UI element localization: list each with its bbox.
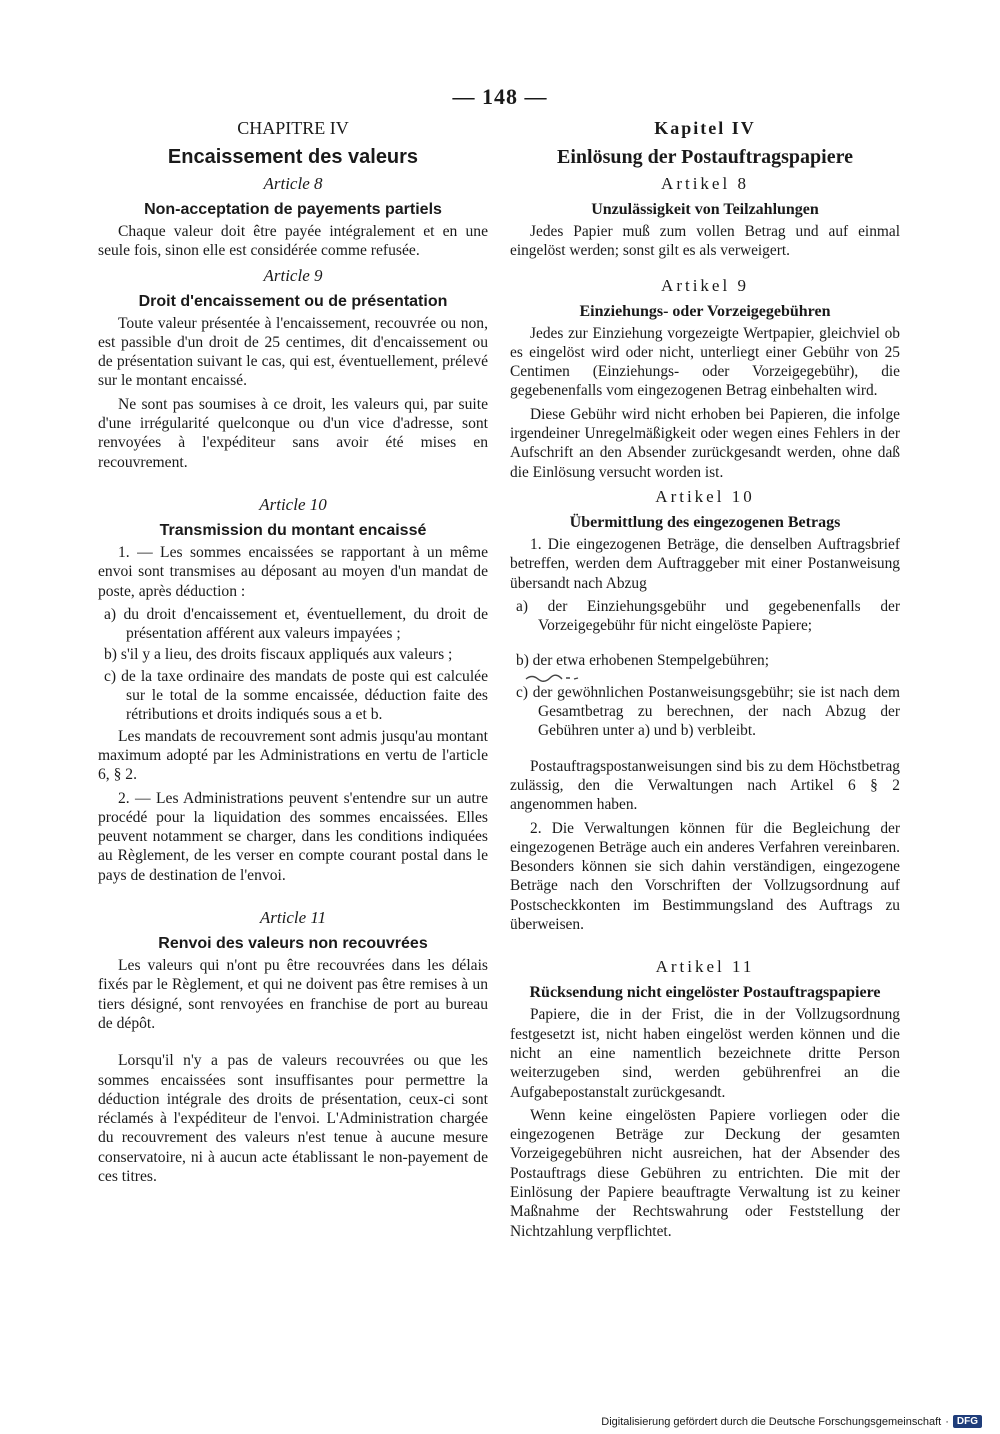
chapter-heading: CHAPITRE IV	[237, 118, 349, 138]
ink-smudge	[524, 673, 584, 683]
list-item: a) der Einziehungsgebühr und gegebenenfalls der Vorzeigegebühr für nicht eingelöste Papiere;	[516, 597, 900, 635]
separator-dot: ·	[945, 1415, 949, 1428]
footer-text: Digitalisierung gefördert durch die Deutsche Forschungsgemeinschaft	[601, 1415, 942, 1428]
paragraph: Jedes zur Einziehung vorgezeigte Wertpapier, gleichviel ob es eingelöst wird oder nicht, unterliegt einer Gebühr von 25 Centimen (Einziehungs- oder Vorzeigegebühr), die gegebenenfalls vom eingezogenen Betrag einbehalten wird.	[510, 324, 900, 400]
article-label: Artikel 9	[661, 275, 749, 295]
paragraph: 1. Die eingezogenen Beträge, die denselben Auftragsbrief betreffen, werden dem Auftraggeber mit einer Postanweisung übersandt nach Abzug	[510, 535, 900, 592]
article-heading: Übermittlung des eingezogenen Betrags	[569, 513, 841, 531]
paragraph: Jedes Papier muß zum vollen Betrag und auf einmal eingelöst werden; sonst gilt es als verweigert.	[510, 223, 900, 260]
dfg-logo: DFG	[953, 1415, 982, 1428]
paragraph: 2. — Les Administrations peuvent s'entendre sur un autre procédé pour la liquidation des sommes encaissées. Elles peuvent notamment se charger, dans les conditions indiquées au Règlement, de les verser en compte courant postal dans le pays de destination de l'envoi.	[98, 789, 488, 884]
paragraph: Les valeurs qui n'ont pu être recouvrées dans les délais fixés par le Règlement, et qui ne doivent pas être remises à un tiers désigné, sont renvoyées en franchise de port au bureau de dépôt.	[98, 957, 488, 1032]
list-item: a) du droit d'encaissement et, éventuellement, du droit de présentation afférent aux valeurs impayées ;	[104, 605, 488, 643]
list-item: c) der gewöhnlichen Postanweisungsgebühr; sie ist nach dem Gesamtbetrag zu berechnen, der nach Abzug der Gebühren unter a) und b) verbleibt.	[516, 683, 900, 740]
article-heading: Droit d'encaissement ou de présentation	[138, 292, 448, 310]
paragraph: Chaque valeur doit être payée intégralement et en une seule fois, sinon elle est considérée comme refusée.	[98, 223, 488, 260]
chapter-title: Einlösung der Postauftragspapiere	[557, 146, 853, 168]
list-item: c) de la taxe ordinaire des mandats de poste qui est calculée sur le total de la somme encaissée, déduction faite des rétributions et droits indiqués sous a et b.	[104, 667, 488, 724]
chapter-heading: Kapitel IV	[654, 118, 756, 138]
article-heading: Non-acceptation de payements partiels	[144, 201, 442, 218]
article-label: Artikel 10	[655, 486, 755, 506]
article-label: Artikel 8	[661, 174, 749, 193]
article-label: Article 11	[259, 908, 327, 928]
paragraph: Toute valeur présentée à l'encaissement, recouvrée ou non, est passible d'un droit de 25 centimes, dit d'encaissement ou de présentation suivant le cas, qui est, éventuellement, prélevé sur le montant encaissé.	[98, 314, 488, 390]
article-heading: Transmission du montant encaissé	[159, 521, 427, 539]
article-label: Article 10	[259, 494, 327, 514]
paragraph: Les mandats de recouvrement sont admis jusqu'au montant maximum adopté par les Administrations en vertu de l'article 6, § 2.	[98, 727, 488, 784]
paragraph: Ne sont pas soumises à ce droit, les valeurs qui, par suite d'une irrégularité quelconque ou d'un vice d'adresse, sont renvoyées à l'expéditeur sans avoir été mises en recouvrement.	[98, 395, 488, 471]
digitization-footer	[601, 1415, 982, 1428]
paragraph: Diese Gebühr wird nicht erhoben bei Papieren, die infolge irgendeiner Unregelmäßigkeit oder wegen eines Fehlers in der Aufschrift an den Absender zurückgesandt werden, ohne daß die Einlösung versucht worden ist.	[510, 405, 900, 481]
article-heading: Rücksendung nicht eingelöster Postauftragspapiere	[529, 984, 881, 1002]
paragraph: Papiere, die in der Frist, die in der Vollzugsordnung festgesetzt ist, nicht haben eingelöst werden können und die nicht an eine namentlich bezeichnete dritte Person weiterzugeben sind, werden gebührenfrei an die Aufgabepostanstalt zurückgesandt.	[510, 1006, 900, 1101]
article-label: Artikel 11	[655, 957, 755, 977]
french-column	[98, 118, 488, 1190]
article-label: Article 9	[263, 265, 323, 285]
paragraph: 1. — Les sommes encaissées se rapportant à un même envoi sont transmises au déposant au moyen d'un mandat de poste, après déduction :	[98, 543, 488, 600]
list-item: b) s'il y a lieu, des droits fiscaux appliqués aux valeurs ;	[104, 646, 453, 664]
chapter-title: Encaissement des valeurs	[167, 146, 419, 168]
paragraph: 2. Die Verwaltungen können für die Begleichung der eingezogenen Beträge auch ein anderes Verfahren vereinbaren. Besonders können sie sich dahin verständigen, eingezogene Beträge nach den Vorschriften der Vollzugsordnung auf Postscheckkonten im Bestimmungsland des Auftrags zu überweisen.	[510, 819, 900, 934]
page-number: — 148 —	[452, 84, 548, 109]
german-column	[510, 118, 900, 1245]
paragraph: Wenn keine eingelösten Papiere vorliegen oder die eingezogenen Beträge zur Deckung der gesamten Vorzeigegebühren nicht ausreichen, hat der Absender des Postauftrags diese Gebühren zu entrichten. Die mit der Einlösung der Papiere beauftragte Verwaltung ist zu keiner Maßnahme der Rechtswahrung oder Feststellung der Nichtzahlung verpflichtet.	[510, 1106, 900, 1240]
paragraph: Lorsqu'il n'y a pas de valeurs recouvrées ou que les sommes encaissées sont insuffisantes pour permettre la déduction intégrale des droits de présentation, ceux-ci sont réclamés à l'expéditeur de l'envoi. L'Administration chargée du recouvrement des valeurs n'est tenue à aucune mesure conservatoire, ni à aucun acte établissant le non-payement de ces titres.	[98, 1052, 488, 1185]
article-heading: Renvoi des valeurs non recouvrées	[158, 935, 428, 953]
article-label: Article 8	[263, 174, 323, 193]
article-heading: Unzulässigkeit von Teilzahlungen	[591, 201, 819, 218]
list-item: b) der etwa erhobenen Stempelgebühren;	[516, 652, 769, 670]
article-heading: Einziehungs- oder Vorzeigegebühren	[579, 302, 831, 320]
paragraph: Postauftragspostanweisungen sind bis zu dem Höchstbetrag zulässig, den die Verwaltungen nach Artikel 6 § 2 angenommen haben.	[510, 757, 900, 814]
